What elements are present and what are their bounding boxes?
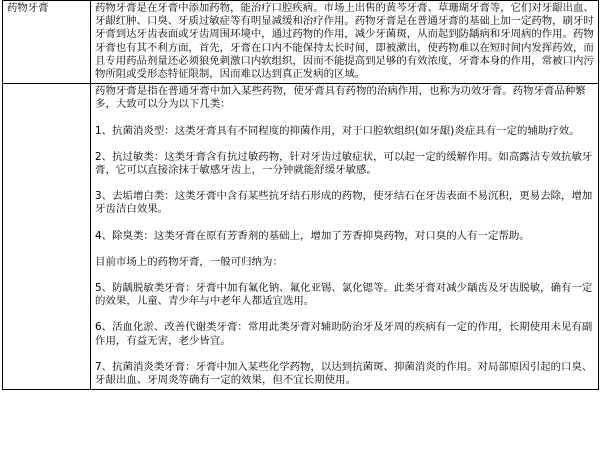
category-paragraph: 1、抗菌消炎型：这类牙膏具有不同程度的抑菌作用，对于口腔软组织(如牙龈)炎症具有一定的辅助疗效。: [95, 124, 580, 137]
intro-text: 药物牙膏是在牙膏中添加药物，能治疗口腔疾病。市场上出售的黄芩牙膏、草珊瑚牙膏等，它们对牙龈出血、牙龈红肿、口臭、牙质过敏症等有明显减缓和治疗作用。药物牙膏是在普通牙膏的基础上加一定药物，刷牙时牙膏到达牙齿表面或牙齿周围环境中，通过药物的作用，减少牙菌斑，从而起到防龋病和牙周病的作用。药物牙膏也有其不利方面，首先，牙膏在口内不能保持太长时间，即被漱出，使药物难以在短时间内发挥药效，而且专用药品剂量还必须狼免刺激口内软组织，因而不能提高到足够的有效浓度，牙膏本身的作用，常被口内污物所阻或受形态特征限制，因而难以达到真正发病的区域。: [95, 2, 594, 81]
table-row: [3, 84, 599, 390]
term-cell: 药物牙膏: [3, 1, 91, 84]
table-row: [3, 1, 599, 84]
summary-heading: 目前市场上的药物牙膏，一般可归纳为：: [95, 255, 283, 268]
category-paragraph: 4、除臭类：这类牙膏在原有芳香剂的基础上，增加了芳香抑臭药物，对口臭的人有一定帮助。: [95, 229, 530, 242]
definition-table: [2, 0, 599, 390]
category-paragraph: 7、抗菌消炎类牙膏：牙膏中加入某些化学药物，以达到抗菌斑、抑菌消炎的作用。对局部原因引起的口臭、牙龈出血、牙周炎等确有一定的效果，但不宜长期使用。: [95, 360, 593, 387]
overview-paragraph: 药物牙膏是指在普通牙膏中加入某些药物，使牙膏具有药物的治病作用，也称为功效牙膏。药物牙膏品种繁多，大致可以分为以下几类：: [95, 85, 586, 111]
category-paragraph: 6、活血化淤、改善代谢类牙膏：常用此类牙膏对辅助防治牙及牙周的疾病有一定的作用，长期使用未见有副作用，有益无害，老少皆宜。: [95, 321, 593, 347]
category-paragraph: 3、去垢增白类：这类牙膏中含有某些抗牙结石形成的药物，使牙结石在牙齿表面不易沉积，更易去除，增加牙齿洁白效果。: [95, 190, 593, 216]
category-paragraph: 2、抗过敏类：这类牙膏含有抗过敏药物，针对牙齿过敏症状，可以起一定的缓解作用。如高露洁专效抗敏牙膏，它可以直接涂抹于敏感牙齿上，一分钟就能舒缓牙敏感。: [95, 150, 593, 177]
details-cell: [91, 84, 599, 390]
category-paragraph: 5、防龋脱敏类牙膏：牙膏中加有氟化钠、氟化亚锡、氯化锶等。此类牙膏对减少龋齿及牙齿脱敏，确有一定的效果，儿童、青少年与中老年人都适宜选用。: [95, 282, 593, 308]
empty-term-cell: [3, 84, 91, 390]
intro-cell: [91, 1, 599, 84]
